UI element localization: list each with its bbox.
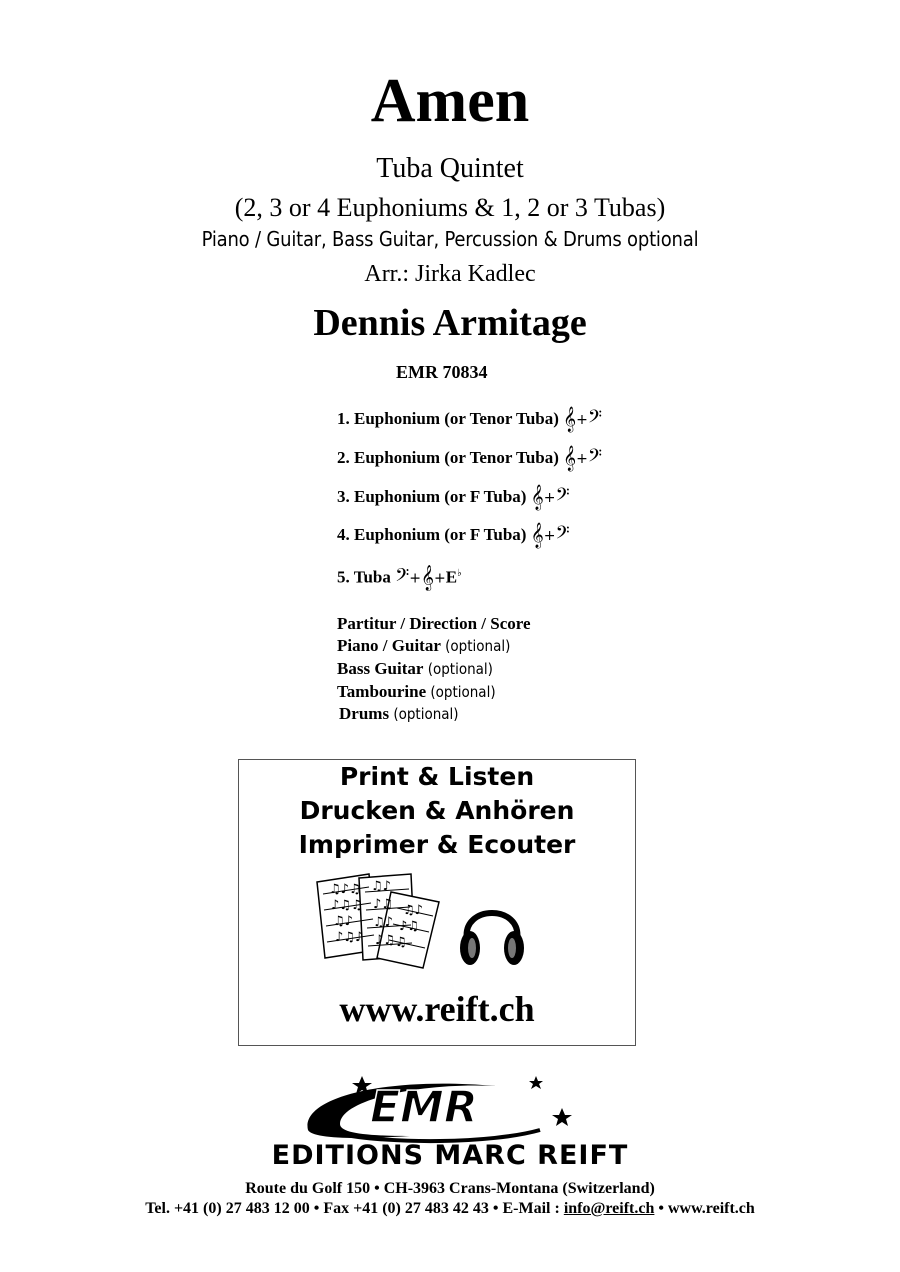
- part-label: 1. Euphonium (or Tenor Tuba): [337, 409, 559, 428]
- svg-text:♫♪: ♫♪: [333, 914, 353, 929]
- promo-line-de: Drucken & Anhören: [299, 796, 575, 825]
- part-label: 3. Euphonium (or F Tuba): [337, 487, 527, 506]
- extra-score: Partitur / Direction / Score: [337, 614, 531, 633]
- publisher-address: Route du Golf 150 • CH-3963 Crans-Montana (Switzerland): [245, 1180, 655, 1197]
- part-label: 5. Tuba: [337, 567, 391, 587]
- email-link[interactable]: info@reift.ch: [563, 1200, 655, 1217]
- star-icon: [552, 1108, 572, 1126]
- extra-bass-guitar: Bass Guitar (optional): [337, 659, 493, 678]
- catalog-number: EMR 70834: [396, 362, 488, 382]
- arranger: Arr.: Jirka Kadlec: [364, 261, 536, 287]
- instrumentation: (2, 3 or 4 Euphoniums & 1, 2 or 3 Tubas): [234, 193, 666, 222]
- extra-piano-guitar: Piano / Guitar (optional): [337, 636, 511, 655]
- part-3: 3. Euphonium (or F Tuba) 𝄞+𝄢: [337, 485, 570, 510]
- svg-text:♫♪♫: ♫♪♫: [329, 882, 361, 897]
- part-5: 5. Tuba 𝄢+𝄞+E♭: [337, 565, 462, 591]
- svg-text:♫: ♫: [395, 935, 407, 950]
- composer: Dennis Armitage: [313, 302, 587, 344]
- page-title: Amen: [370, 67, 530, 135]
- website-link[interactable]: www.reift.ch: [668, 1200, 755, 1217]
- bass-clef-icon: 𝄢: [587, 407, 603, 432]
- bass-clef-icon: 𝄢: [555, 523, 570, 548]
- svg-text:♪♫: ♪♫: [373, 897, 393, 912]
- promo-url[interactable]: www.reift.ch: [339, 989, 535, 1029]
- part-2: 2. Euphonium (or Tenor Tuba) 𝄞+𝄢: [337, 446, 603, 471]
- publisher-name: EDITIONS MARC REIFT: [271, 1140, 629, 1171]
- headphones-icon: [457, 892, 527, 972]
- telephone: Tel. +41 (0) 27 483 12 00: [145, 1200, 310, 1217]
- print-listen-box: [238, 759, 636, 1046]
- publisher-contact: Tel. +41 (0) 27 483 12 00 • Fax +41 (0) 27 483 42 43 • E-Mail : info@reift.ch • www.reift.ch: [145, 1200, 755, 1217]
- treble-clef-icon: 𝄞: [421, 565, 435, 591]
- extra-drums: Drums (optional): [339, 704, 459, 723]
- bass-clef-icon: 𝄢: [555, 485, 570, 510]
- svg-text:♪♫♪: ♪♫♪: [335, 930, 364, 945]
- part-1: 1. Euphonium (or Tenor Tuba) 𝄞+𝄢: [337, 407, 603, 432]
- bass-clef-icon: 𝄢: [587, 446, 603, 471]
- treble-clef-icon: 𝄞: [530, 523, 544, 548]
- svg-text:♫♪: ♫♪: [371, 879, 391, 894]
- emr-logo: [300, 1072, 590, 1144]
- flat-icon: ♭: [457, 568, 462, 579]
- treble-clef-icon: 𝄞: [563, 407, 577, 432]
- star-icon: [529, 1076, 543, 1089]
- svg-text:♪♫: ♪♫: [375, 933, 395, 948]
- bass-clef-icon: 𝄢: [395, 565, 410, 591]
- extra-tambourine: Tambourine (optional): [337, 682, 496, 701]
- part-label: 4. Euphonium (or F Tuba): [337, 525, 527, 544]
- svg-text:♫♪: ♫♪: [403, 903, 423, 918]
- promo-line-fr: Imprimer & Ecouter: [298, 830, 576, 859]
- treble-clef-icon: 𝄞: [530, 485, 544, 510]
- part-4: 4. Euphonium (or F Tuba) 𝄞+𝄢: [337, 523, 570, 548]
- sheet-music-icon: [311, 872, 441, 972]
- svg-text:♪♫: ♪♫: [399, 919, 419, 934]
- eb-label: E: [445, 567, 458, 587]
- optional-instruments: Piano / Guitar, Bass Guitar, Percussion & Drums optional: [201, 227, 699, 251]
- treble-clef-icon: 𝄞: [563, 446, 577, 471]
- svg-text:♫♪: ♫♪: [373, 915, 393, 930]
- email-label: E-Mail :: [502, 1200, 560, 1217]
- fax: Fax +41 (0) 27 483 42 43: [323, 1200, 489, 1217]
- promo-line-en: Print & Listen: [339, 762, 535, 791]
- logo-text: EMR: [370, 1082, 478, 1133]
- part-label: 2. Euphonium (or Tenor Tuba): [337, 448, 559, 467]
- svg-text:♪♫♫: ♪♫♫: [331, 898, 363, 913]
- subtitle: Tuba Quintet: [376, 153, 524, 184]
